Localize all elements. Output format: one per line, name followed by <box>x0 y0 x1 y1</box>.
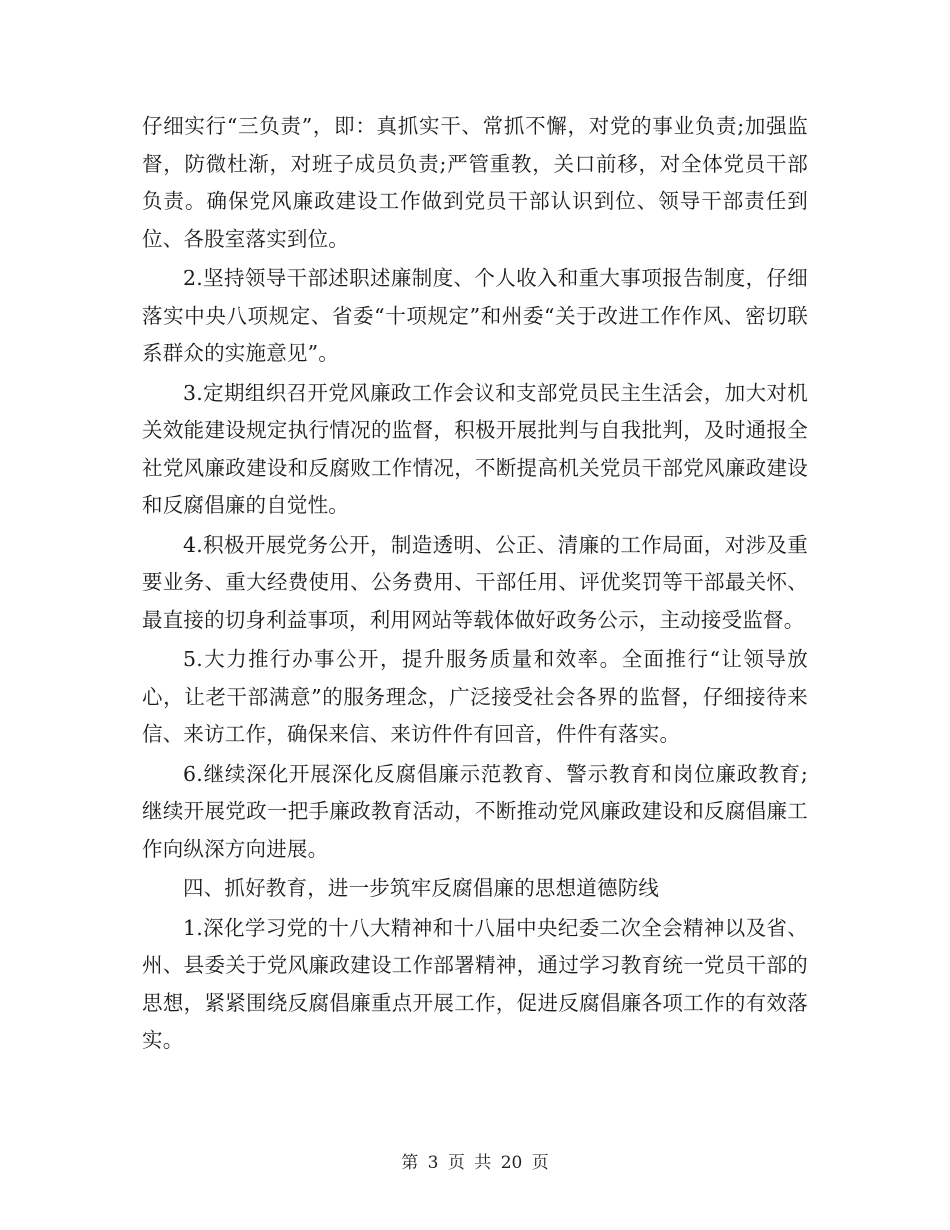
paragraph-section4-item-1: 1.深化学习党的十八大精神和十八届中央纪委二次全会精神以及省、州、县委关于党风廉政建设工作部署精神，通过学习教育统一党员干部的思想，紧紧围绕反腐倡廉重点开展工作，促进反腐倡廉各项工作的有效落实。 <box>142 915 808 1052</box>
paragraph-item-2: 2.坚持领导干部述职述廉制度、个人收入和重大事项报告制度，仔细落实中央八项规定、省委“十项规定”和州委“关于改进工作作风、密切联系群众的实施意见”。 <box>142 266 808 365</box>
section-heading-four: 四、抓好教育，进一步筑牢反腐倡廉的思想道德防线 <box>183 876 660 900</box>
paragraph-item-6: 6.继续深化开展深化反腐倡廉示范教育、警示教育和岗位廉政教育;继续开展党政一把手廉政教育活动，不断推动党风廉政建设和反腐倡廉工作向纵深方向进展。 <box>142 761 808 861</box>
paragraph-item-5: 5.大力推行办事公开，提升服务质量和效率。全面推行“让领导放心，让老干部满意”的服务理念，广泛接受社会各界的监督，仔细接待来信、来访工作，确保来信、来访件件有回音，件件有落实。 <box>142 647 808 746</box>
paragraph-item-3: 3.定期组织召开党风廉政工作会议和支部党员民主生活会，加大对机关效能建设规定执行情况的监督，积极开展批判与自我批判，及时通报全社党风廉政建设和反腐败工作情况，不断提高机关党员干部党风廉政建设和反腐倡廉的自觉性。 <box>142 380 808 517</box>
page-number-footer: 第 3 页 共 20 页 <box>401 1153 549 1173</box>
paragraph-continuation: 仔细实行“三负责”，即：真抓实干、常抓不懈，对党的事业负责;加强监督，防微杜渐，对班子成员负责;严管重教，关口前移，对全体党员干部负责。确保党风廉政建设工作做到党员干部认识到位、领导干部责任到位、各股室落实到位。 <box>142 114 808 251</box>
paragraph-item-4: 4.积极开展党务公开，制造透明、公正、清廉的工作局面，对涉及重要业务、重大经费使用、公务费用、干部任用、评优奖罚等干部最关怀、最直接的切身利益事项，利用网站等载体做好政务公示，主动接受监督。 <box>142 532 808 632</box>
document-body <box>142 108 808 1062</box>
